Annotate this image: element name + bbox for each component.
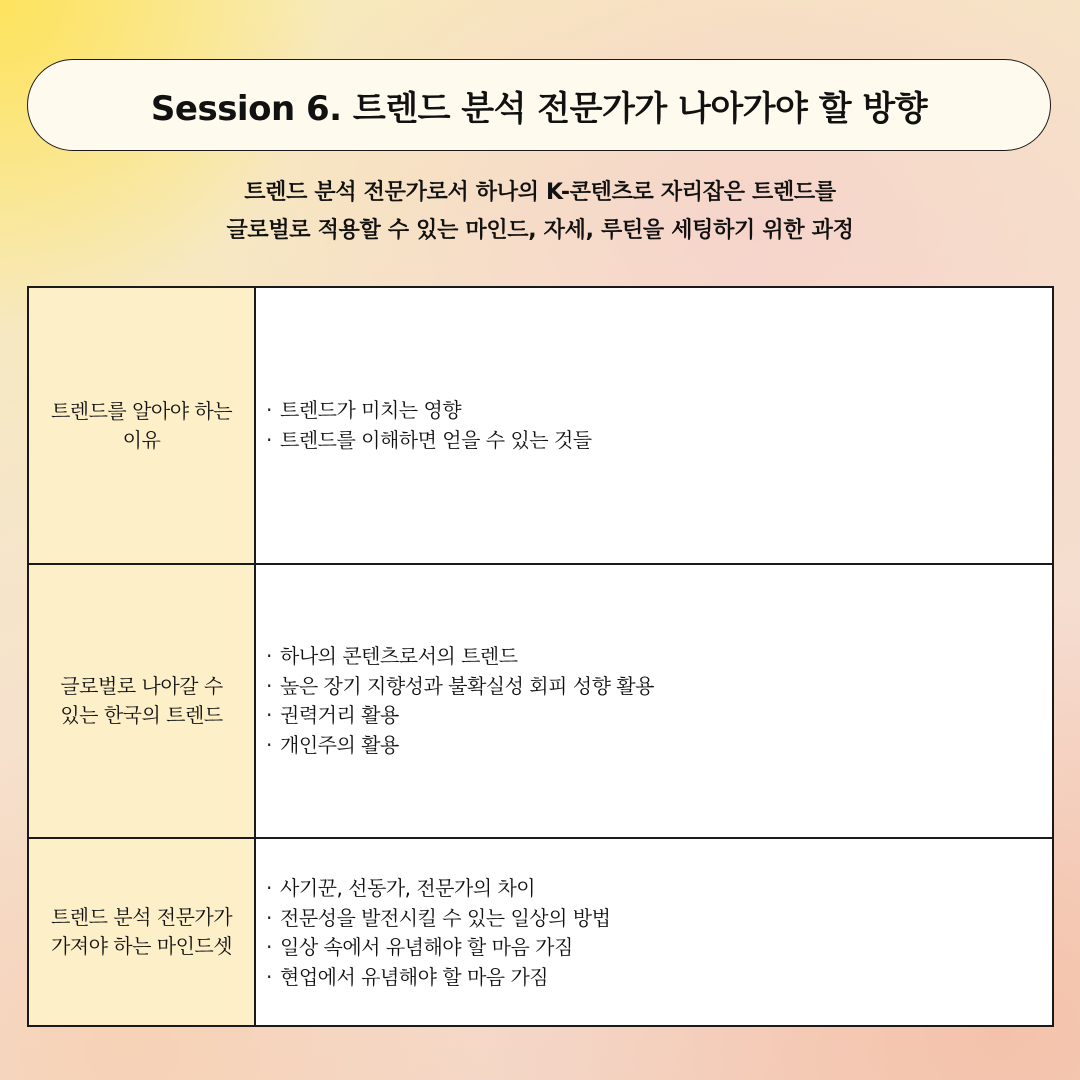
curriculum-table: [27, 286, 1054, 1027]
topic-text: 높은 장기 지향성과 불확실성 회피 성향 활용: [280, 673, 654, 698]
topic-text: 권력거리 활용: [280, 703, 399, 727]
topic-text: 현업에서 유념해야 할 마음 가짐: [280, 964, 549, 989]
bullet-icon: ·: [266, 964, 272, 989]
session-title: Session 6. 트렌드 분석 전문가가 나아가야 할 방향: [150, 88, 928, 129]
list-item: [266, 396, 592, 426]
list-item: [266, 701, 654, 731]
topic-text: 하나의 콘텐츠로서의 트렌드: [280, 644, 518, 668]
row-label: 트렌드 분석 전문가가 가져야 하는 마인드셋: [50, 905, 233, 958]
bullet-icon: ·: [266, 644, 272, 668]
bullet-icon: ·: [266, 935, 272, 959]
topic-text: 일상 속에서 유념해야 할 마음 가짐: [280, 935, 573, 959]
topic-text: 트렌드가 미치는 영향: [280, 398, 462, 422]
topic-list: [266, 874, 610, 992]
table-row: [29, 837, 1052, 1025]
table-row: [29, 563, 1052, 837]
bullet-icon: ·: [266, 905, 272, 930]
bullet-icon: ·: [266, 876, 272, 900]
row-content-cell: [256, 839, 1052, 1025]
description-line-2: 글로벌로 적용할 수 있는 마인드, 자세, 루틴을 세팅하기 위한 과정: [226, 218, 854, 243]
description-line-1: 트렌드 분석 전문가로서 하나의 K-콘텐츠로 자리잡은 트렌드를: [244, 180, 836, 205]
row-label-cell: [29, 565, 256, 837]
bullet-icon: ·: [266, 703, 272, 727]
bullet-icon: ·: [266, 427, 272, 452]
list-item: [266, 904, 610, 934]
list-item: [266, 731, 654, 761]
bullet-icon: ·: [266, 732, 272, 757]
row-label-cell: [29, 288, 256, 563]
list-item: [266, 426, 592, 456]
topic-text: 사기꾼, 선동가, 전문가의 차이: [280, 876, 536, 900]
list-item: [266, 642, 654, 672]
list-item: [266, 874, 610, 904]
topic-list: [266, 396, 592, 455]
session-description: [0, 174, 1080, 250]
topic-list: [266, 642, 654, 760]
row-label: 글로벌로 나아갈 수 있는 한국의 트렌드: [60, 674, 223, 727]
list-item: [266, 933, 610, 963]
bullet-icon: ·: [266, 673, 272, 698]
row-label: 트렌드를 알아야 하는 이유: [50, 398, 233, 452]
session-title-banner: [27, 59, 1051, 151]
topic-text: 전문성을 발전시킬 수 있는 일상의 방법: [280, 905, 611, 930]
row-label-cell: [29, 839, 256, 1025]
list-item: [266, 963, 610, 993]
list-item: [266, 672, 654, 702]
table-row: [29, 288, 1052, 563]
topic-text: 트렌드를 이해하면 얻을 수 있는 것들: [280, 427, 592, 452]
bullet-icon: ·: [266, 398, 272, 422]
topic-text: 개인주의 활용: [280, 732, 399, 757]
row-content-cell: [256, 565, 1052, 837]
row-content-cell: [256, 288, 1052, 563]
